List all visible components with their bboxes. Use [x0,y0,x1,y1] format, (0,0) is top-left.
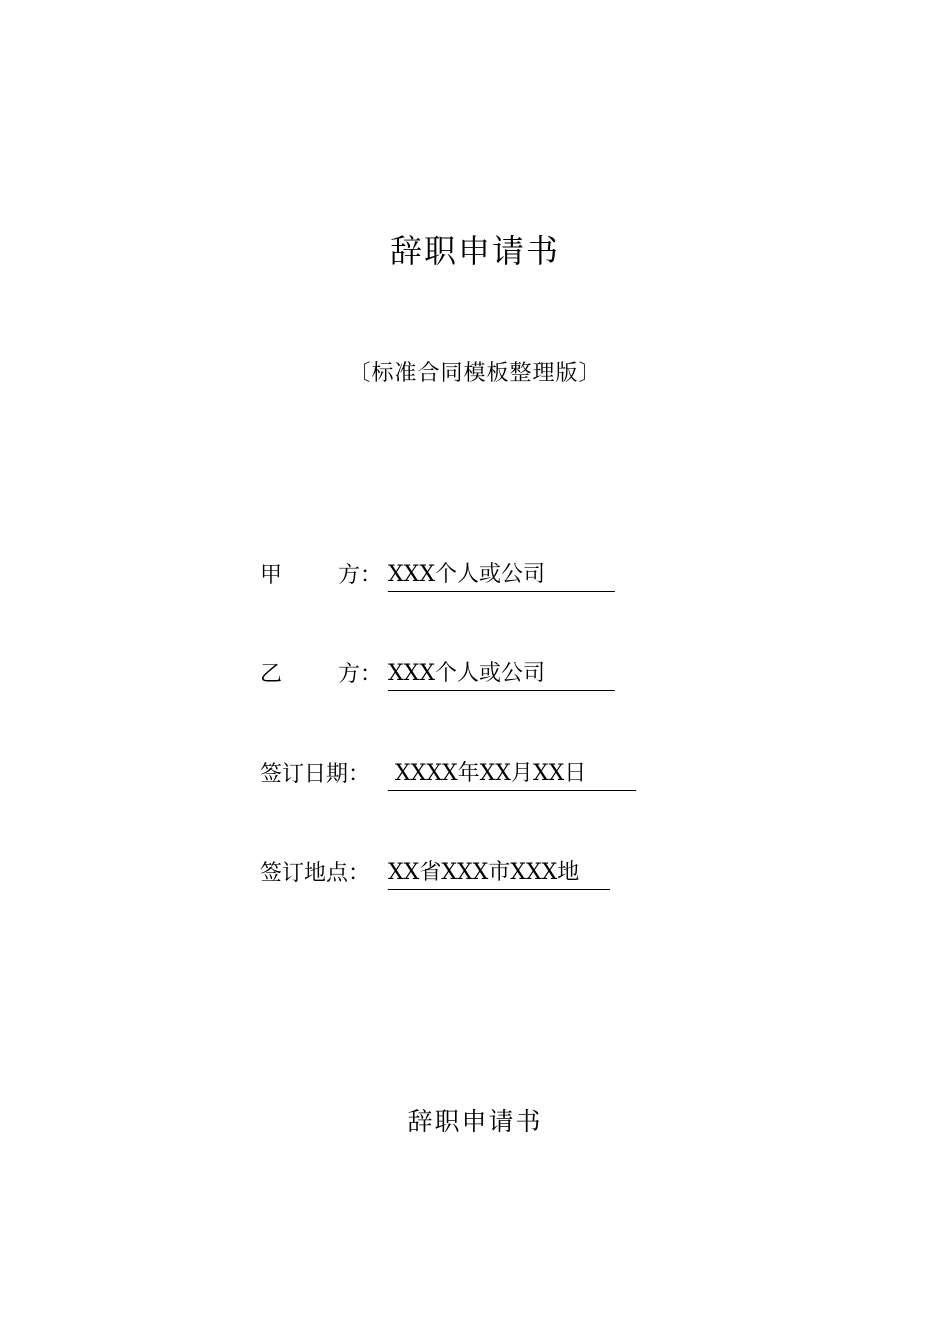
sign-place-label: 签订地点： [260,861,371,886]
party-a-label-first: 甲 [260,563,283,588]
document-title: 辞职申请书 [389,232,560,270]
party-a-value: XXX个人或公司 [388,559,615,592]
sign-place-row [260,857,580,891]
party-b-label-second: 方： [338,662,383,687]
sign-date-value: XXXX年XX月XX日 [388,758,636,791]
party-a-label [260,559,388,593]
party-b-label-first: 乙 [260,662,283,687]
party-b-value: XXX个人或公司 [388,658,615,691]
sign-date-label: 签订日期： [260,762,371,787]
sign-date-row [260,758,587,792]
sign-place-value: XX省XXX市XXX地 [388,857,610,890]
body-title: 辞职申请书 [407,1107,543,1136]
party-b-label [260,658,388,692]
party-a-label-second: 方： [338,563,383,588]
document-subtitle: 〔标准合同模板整理版〕 [348,361,602,386]
party-b-row [260,658,545,692]
party-a-row [260,559,545,593]
